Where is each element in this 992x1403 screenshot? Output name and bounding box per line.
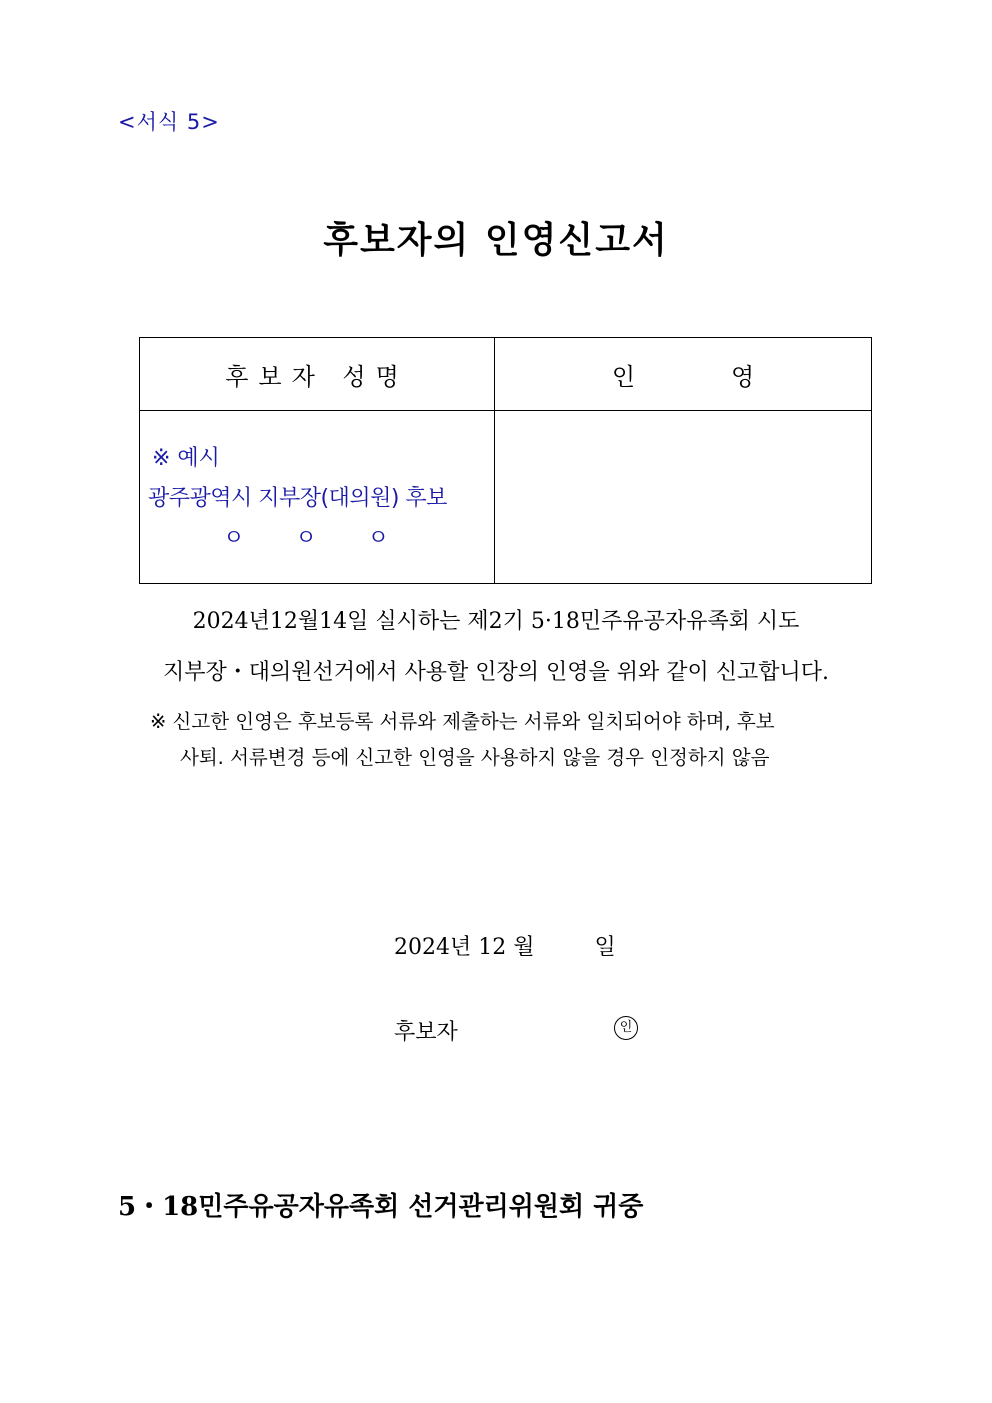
statement-line-2: 지부장・대의원선거에서 사용할 인장의 인영을 위와 같이 신고합니다. — [162, 660, 829, 685]
example-name: ㅇ ㅇ ㅇ — [223, 526, 411, 551]
date-year-month: 2024년 12 월 — [394, 935, 535, 960]
example-block — [140, 411, 494, 583]
document-title: 후보자의 인영신고서 — [323, 219, 669, 261]
note-line-2: 사퇴. 서류변경 등에 신고한 인영을 사용하지 않을 경우 인정하지 않음 — [180, 746, 770, 769]
header-candidate-name: 후보자 성명 — [140, 338, 495, 411]
date-line — [394, 930, 616, 961]
note-line-1: ※ 신고한 인영은 후보등록 서류와 제출하는 서류와 일치되어야 하며, 후보 — [150, 710, 775, 733]
example-marker: ※ 예시 — [152, 446, 220, 471]
header-seal-left: 인 — [611, 362, 635, 391]
date-day-label: 일 — [594, 935, 616, 960]
statement-line-1: 2024년12월14일 실시하는 제2기 5·18민주유공자유족회 시도 — [192, 609, 800, 634]
candidate-signature-label: 후보자 — [394, 1020, 458, 1045]
seal-registration-table — [139, 337, 872, 584]
header-seal-right: 영 — [731, 362, 755, 391]
example-position: 광주광역시 지부장(대의원) 후보 — [148, 486, 447, 511]
seal-impression-cell[interactable] — [495, 411, 872, 584]
table-row — [140, 411, 872, 584]
table-header-row — [140, 338, 872, 411]
addressee: 5・18민주유공자유족회 선거관리위원회 귀중 — [118, 1192, 644, 1222]
form-number-label: <서식 5> — [118, 110, 220, 134]
seal-circle-mark: 인 — [614, 1016, 638, 1040]
header-seal-impression — [495, 338, 872, 411]
candidate-name-cell — [140, 411, 495, 584]
